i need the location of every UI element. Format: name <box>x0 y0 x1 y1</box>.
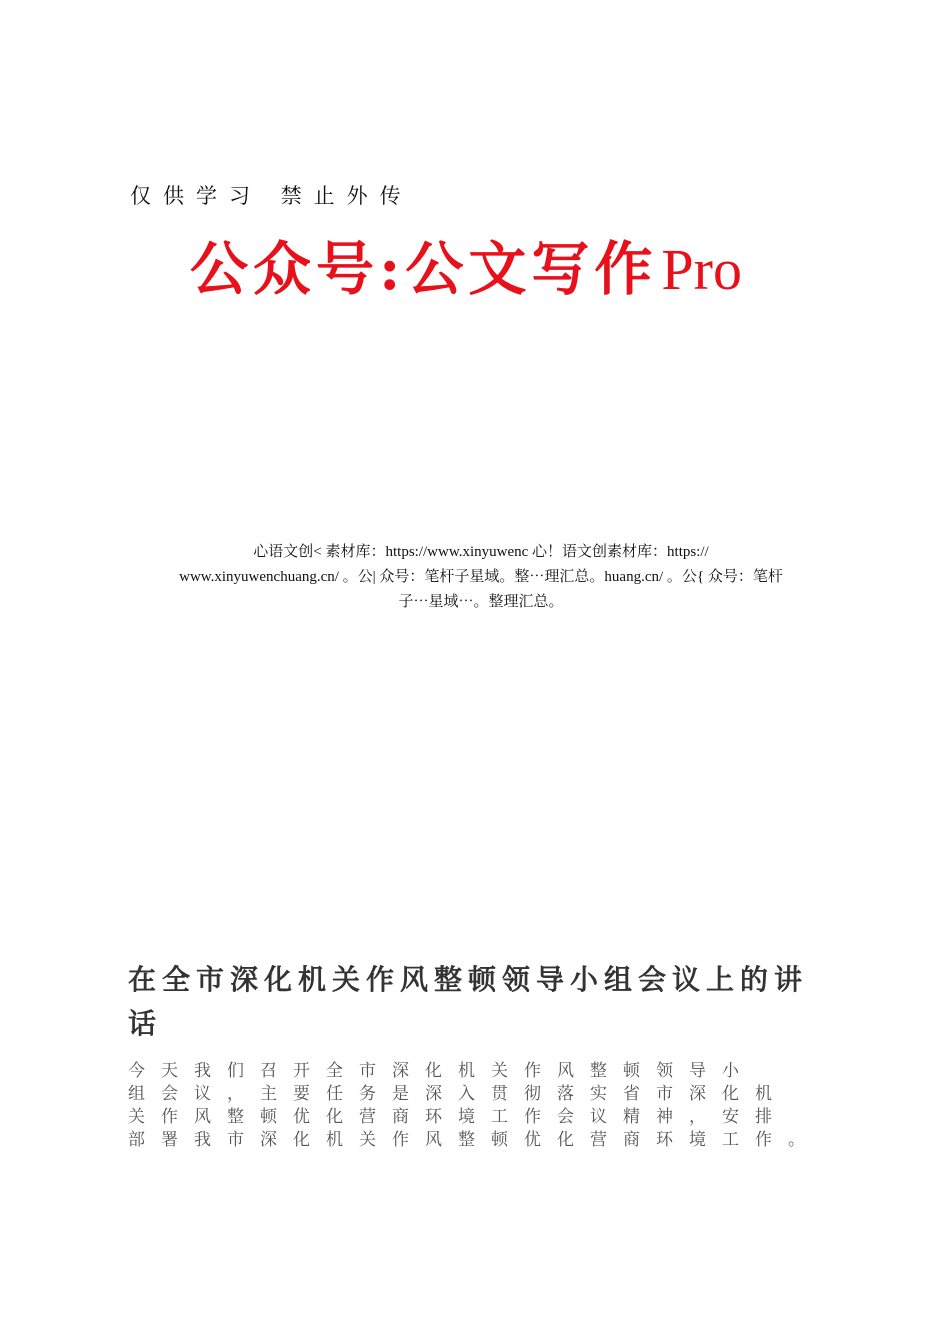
paragraph-line: 部署我市深化机关作风整顿优化营商环境工作。 <box>128 1130 821 1150</box>
source-note-line: 心语文创< 素材库：https://www.xinyuwenc 心！语文创素材库：https:// <box>253 544 709 560</box>
paragraph-line: 组会议，主要任务是深入贯彻落实省市深化机 <box>128 1084 788 1104</box>
distribution-notice: 仅供学习 禁止外传 <box>130 184 413 208</box>
brand-banner <box>190 222 742 306</box>
paragraph-line: 今天我们召开全市深化机关作风整顿领导小 <box>128 1061 755 1081</box>
source-note <box>128 540 834 615</box>
paragraph-line: 关作风整顿优化营商环境工作会议精神，安排 <box>128 1107 788 1127</box>
source-note-line: 子⋯星域⋯。整理汇总。 <box>398 594 564 610</box>
source-note-line: www.xinyuwenchuang.cn/ 。公| 众号：笔杆子星域。整⋯理汇总。huang.cn/ 。公{ 众号：笔杆 <box>179 569 783 585</box>
document-paragraph <box>128 1060 834 1152</box>
brand-name: 公众号:公文写作 <box>190 235 658 303</box>
document-title: 在全市深化机关作风整顿领导小组会议上的讲话 <box>128 963 809 1040</box>
brand-suffix: Pro <box>661 237 742 302</box>
